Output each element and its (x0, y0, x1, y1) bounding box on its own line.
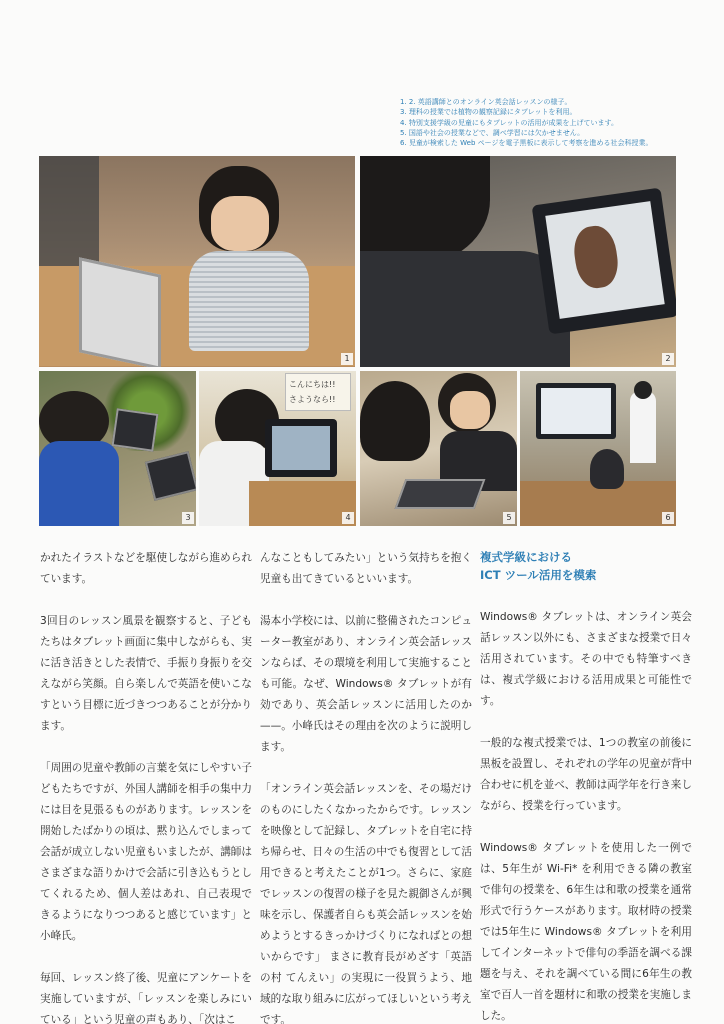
photo-4 (199, 371, 356, 526)
paragraph: 毎回、レッスン終了後、児童にアンケートを実施していますが、「レッスンを楽しみにいている」という児童の声もあり、「次はこ (40, 972, 252, 1024)
teacher-figure (630, 391, 656, 463)
caption-6: 6. 児童が検索した Web ページを電子黒板に表示して考察を進める社会科授業。 (400, 139, 653, 148)
student-blue-shirt (39, 441, 119, 526)
tablet-screen (272, 426, 330, 470)
girl-face (211, 196, 269, 251)
heading-line-1: 複式学級における (480, 550, 572, 564)
sign-line-2: さようなら!! (289, 395, 336, 404)
paragraph: んなこともしてみたい」という気持ちを抱く児童も出てきているといいます。 (260, 552, 472, 585)
photo-number-6: 6 (662, 512, 674, 524)
sign-line-1: こんにちは!! (289, 380, 336, 389)
caption-1-2: 1. 2. 英語講師とのオンライン英会話レッスンの様子。 (400, 98, 572, 106)
photo-3 (39, 371, 196, 526)
photo-2 (360, 156, 676, 367)
article-column-3 (480, 548, 692, 1024)
paragraph: 「オンライン英会話レッスンを、その場だけのものにしたくなかったからです。レッスンを映像として記録し、タブレットを自宅に持ち帰らせ、日々の生活の中でも復習として活用できると考えたことが1つ。さらに、家庭でレッスンの復習の様子を見た親御さんが興味を示し、保護者自らも英会話レッスンを始めようとするきっかけづくりになればとの想いからです」 まさに教育長がめざす「英語の村 てんえい」の実現に一役買うよう、地域的な取り組みに広がってほしいという考えです。 (260, 783, 472, 1024)
photo-6 (520, 371, 676, 526)
paragraph: 「周囲の児童や教師の言葉を気にしやすい子どもたちですが、外国人講師を相手の集中力には目を見張るものがあります。レッスンを開始したばかりの頃は、黙り込んでしまって会話が成立しない児童もいましたが、講師はさまざまな語りかけで会話に引き込もうとしてくれるため、個人差はあれ、自己表現できるようになりつつあると感じています」と小峰氏。 (40, 762, 252, 942)
section-heading (480, 548, 692, 584)
whiteboard-screen (541, 388, 611, 434)
teacher-head (634, 381, 652, 399)
paragraph: 湯本小学校には、以前に整備されたコンピューター教室があり、オンライン英会話レッスンならば、その環境を利用して実施することも可能。なぜ、Windows® タブレットが有効であり、英会話レッスンに活用したのか——。小峰氏はその理由を次のように説明します。 (260, 615, 472, 753)
student-hair (360, 381, 430, 461)
caption-5: 5. 国語や社会の授業などで、調べ学習には欠かせません。 (400, 128, 585, 137)
paragraph: Windows® タブレットは、オンライン英会話レッスン以外にも、さまざまな授業で日々活用されています。その中でも特筆すべきは、複式学級における活用成果と可能性です。 (480, 611, 692, 707)
tablet-device-second (145, 451, 196, 501)
greeting-sign (285, 373, 351, 411)
girl-striped-shirt (189, 251, 309, 351)
photo-1 (39, 156, 355, 367)
paragraph: 一般的な複式授業では、1つの教室の前後に黒板を設置し、それぞれの学年の児童が背中合わせに机を並べ、教師は両学年を行き来しながら、授業を行っています。 (480, 737, 692, 812)
paragraph: かれたイラストなどを駆使しながら進められています。 (40, 552, 252, 585)
photo-5 (360, 371, 517, 526)
caption-4: 4. 特別支援学級の児童にもタブレットの活用が成果を上げています。 (400, 118, 618, 127)
article-column-1 (40, 548, 252, 1024)
caption-3: 3. 理科の授業では植物の観察記録にタブレットを利用。 (400, 108, 577, 117)
tablet-device (79, 257, 161, 367)
girl-printed-shirt (360, 251, 570, 367)
article-column-2 (260, 548, 472, 1024)
student-back (590, 449, 624, 489)
paragraph: 3回目のレッスン風景を観察すると、子どもたちはタブレット画面に集中しながらも、実に活き活きとした表情で、手振り身振りを交えながら笑顔。自ら楽しんで英語を使いこなすという目標に近づきつつあることが分かります。 (40, 615, 252, 732)
photo-number-5: 5 (503, 512, 515, 524)
photo-captions (400, 97, 700, 148)
student-face (450, 391, 490, 429)
photo-number-2: 2 (662, 353, 674, 365)
student-left-silhouette (39, 156, 99, 276)
paragraph: Windows® タブレットを使用した一例では、5年生が Wi-Fi* を利用できる隣の教室で俳句の授業を、6年生は和歌の授業を通常形式で行うケースがあります。取材時の授業では5年生に Windows® タブレットを利用してインターネットで俳句の季語を調べる課題を与え、それを調べている間に6年生の教室で百人一首を題材に和歌の授業を実施しました。 (480, 842, 692, 1022)
heading-line-2: ICT ツール活用を模索 (480, 568, 597, 582)
photo-number-4: 4 (342, 512, 354, 524)
photo-number-1: 1 (341, 353, 353, 365)
tablet-device (395, 479, 486, 509)
tablet-device (112, 408, 159, 451)
photo-number-3: 3 (182, 512, 194, 524)
desk (249, 481, 356, 526)
girl-hair-closeup (360, 156, 490, 266)
